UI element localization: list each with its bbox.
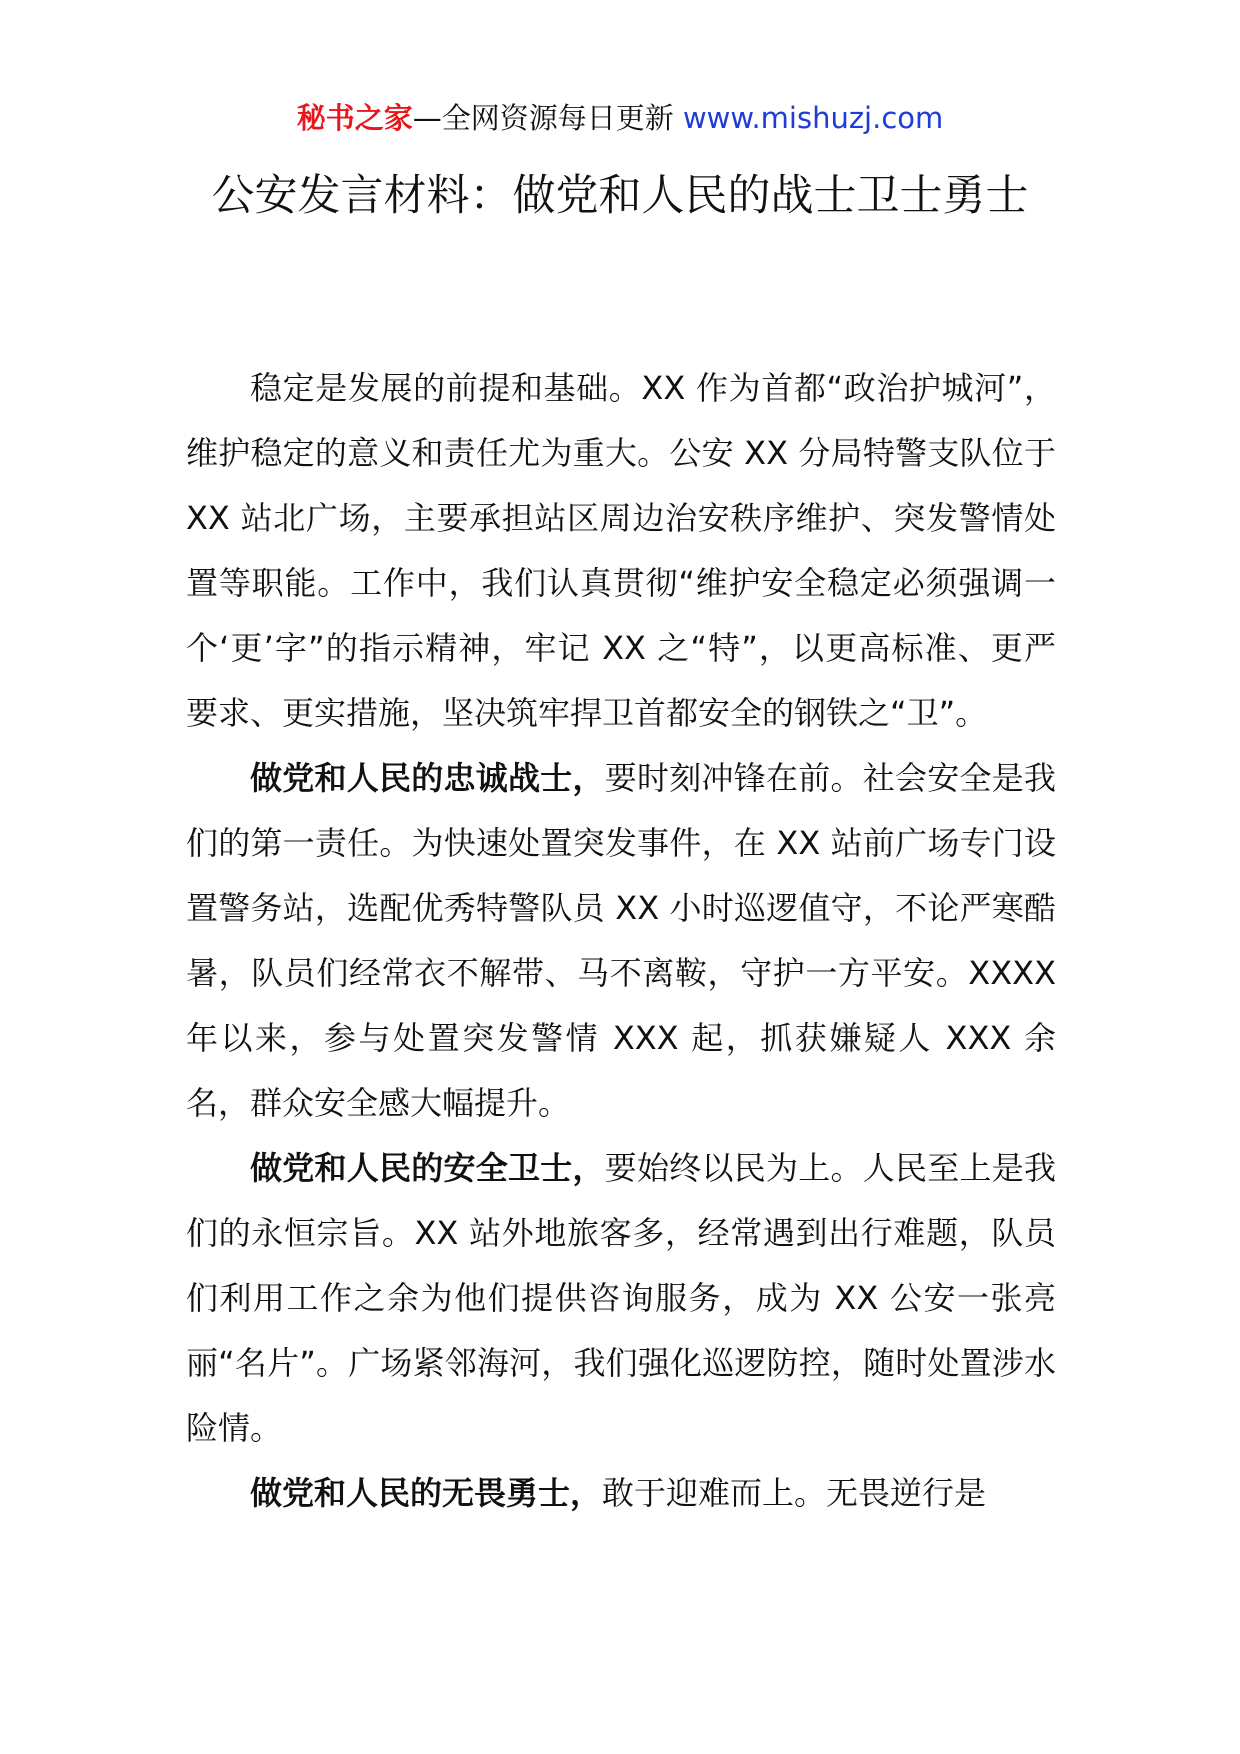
banner-brand: 秘书之家: [296, 101, 413, 135]
banner-tagline: —全网资源每日更新: [412, 101, 683, 135]
site-banner: [0, 98, 1240, 138]
paragraph: [186, 1461, 1056, 1526]
paragraph: [186, 356, 1056, 746]
paragraph-text: 敢于迎难而上。无畏逆行是: [602, 1474, 987, 1512]
paragraph: [186, 746, 1056, 1136]
paragraph-lead: 做党和人民的无畏勇士，: [250, 1474, 603, 1512]
document-title: 公安发言材料：做党和人民的战士卫士勇士: [211, 171, 1029, 221]
paragraph-text: 要时刻冲锋在前。社会安全是我们的第一责任。为快速处置突发事件，在 XX 站前广场专门设置警务站，选配优秀特警队员 XX 小时巡逻值守，不论严寒酷暑，队员们经常衣不解带、马不离鞍，守护一方平安。XXXX 年以来，参与处置突发警情 XXX 起，抓获嫌疑人 XXX 余名，群众安全感大幅提升。: [186, 759, 1056, 1122]
banner-url-link[interactable]: www.mishuzj.com: [682, 101, 944, 135]
paragraph-text: 稳定是发展的前提和基础。XX 作为首都“政治护城河”，维护稳定的意义和责任尤为重大。公安 XX 分局特警支队位于 XX 站北广场，主要承担站区周边治安秩序维护、突发警情处置等职能。工作中，我们认真贯彻“维护安全稳定必须强调一个‘更’字”的指示精神，牢记 XX 之“特”，以更高标准、更严要求、更实措施，坚决筑牢捍卫首都安全的钢铁之“卫”。: [186, 369, 1056, 732]
paragraph-text: 要始终以民为上。人民至上是我们的永恒宗旨。XX 站外地旅客多，经常遇到出行难题，队员们利用工作之余为他们提供咨询服务，成为 XX 公安一张亮丽“名片”。广场紧邻海河，我们强化巡逻防控，随时处置涉水险情。: [186, 1149, 1056, 1447]
paragraph-lead: 做党和人民的安全卫士，: [250, 1149, 605, 1187]
paragraph-lead: 做党和人民的忠诚战士，: [250, 759, 605, 797]
paragraph: [186, 1136, 1056, 1461]
document-body: [186, 356, 1056, 1526]
